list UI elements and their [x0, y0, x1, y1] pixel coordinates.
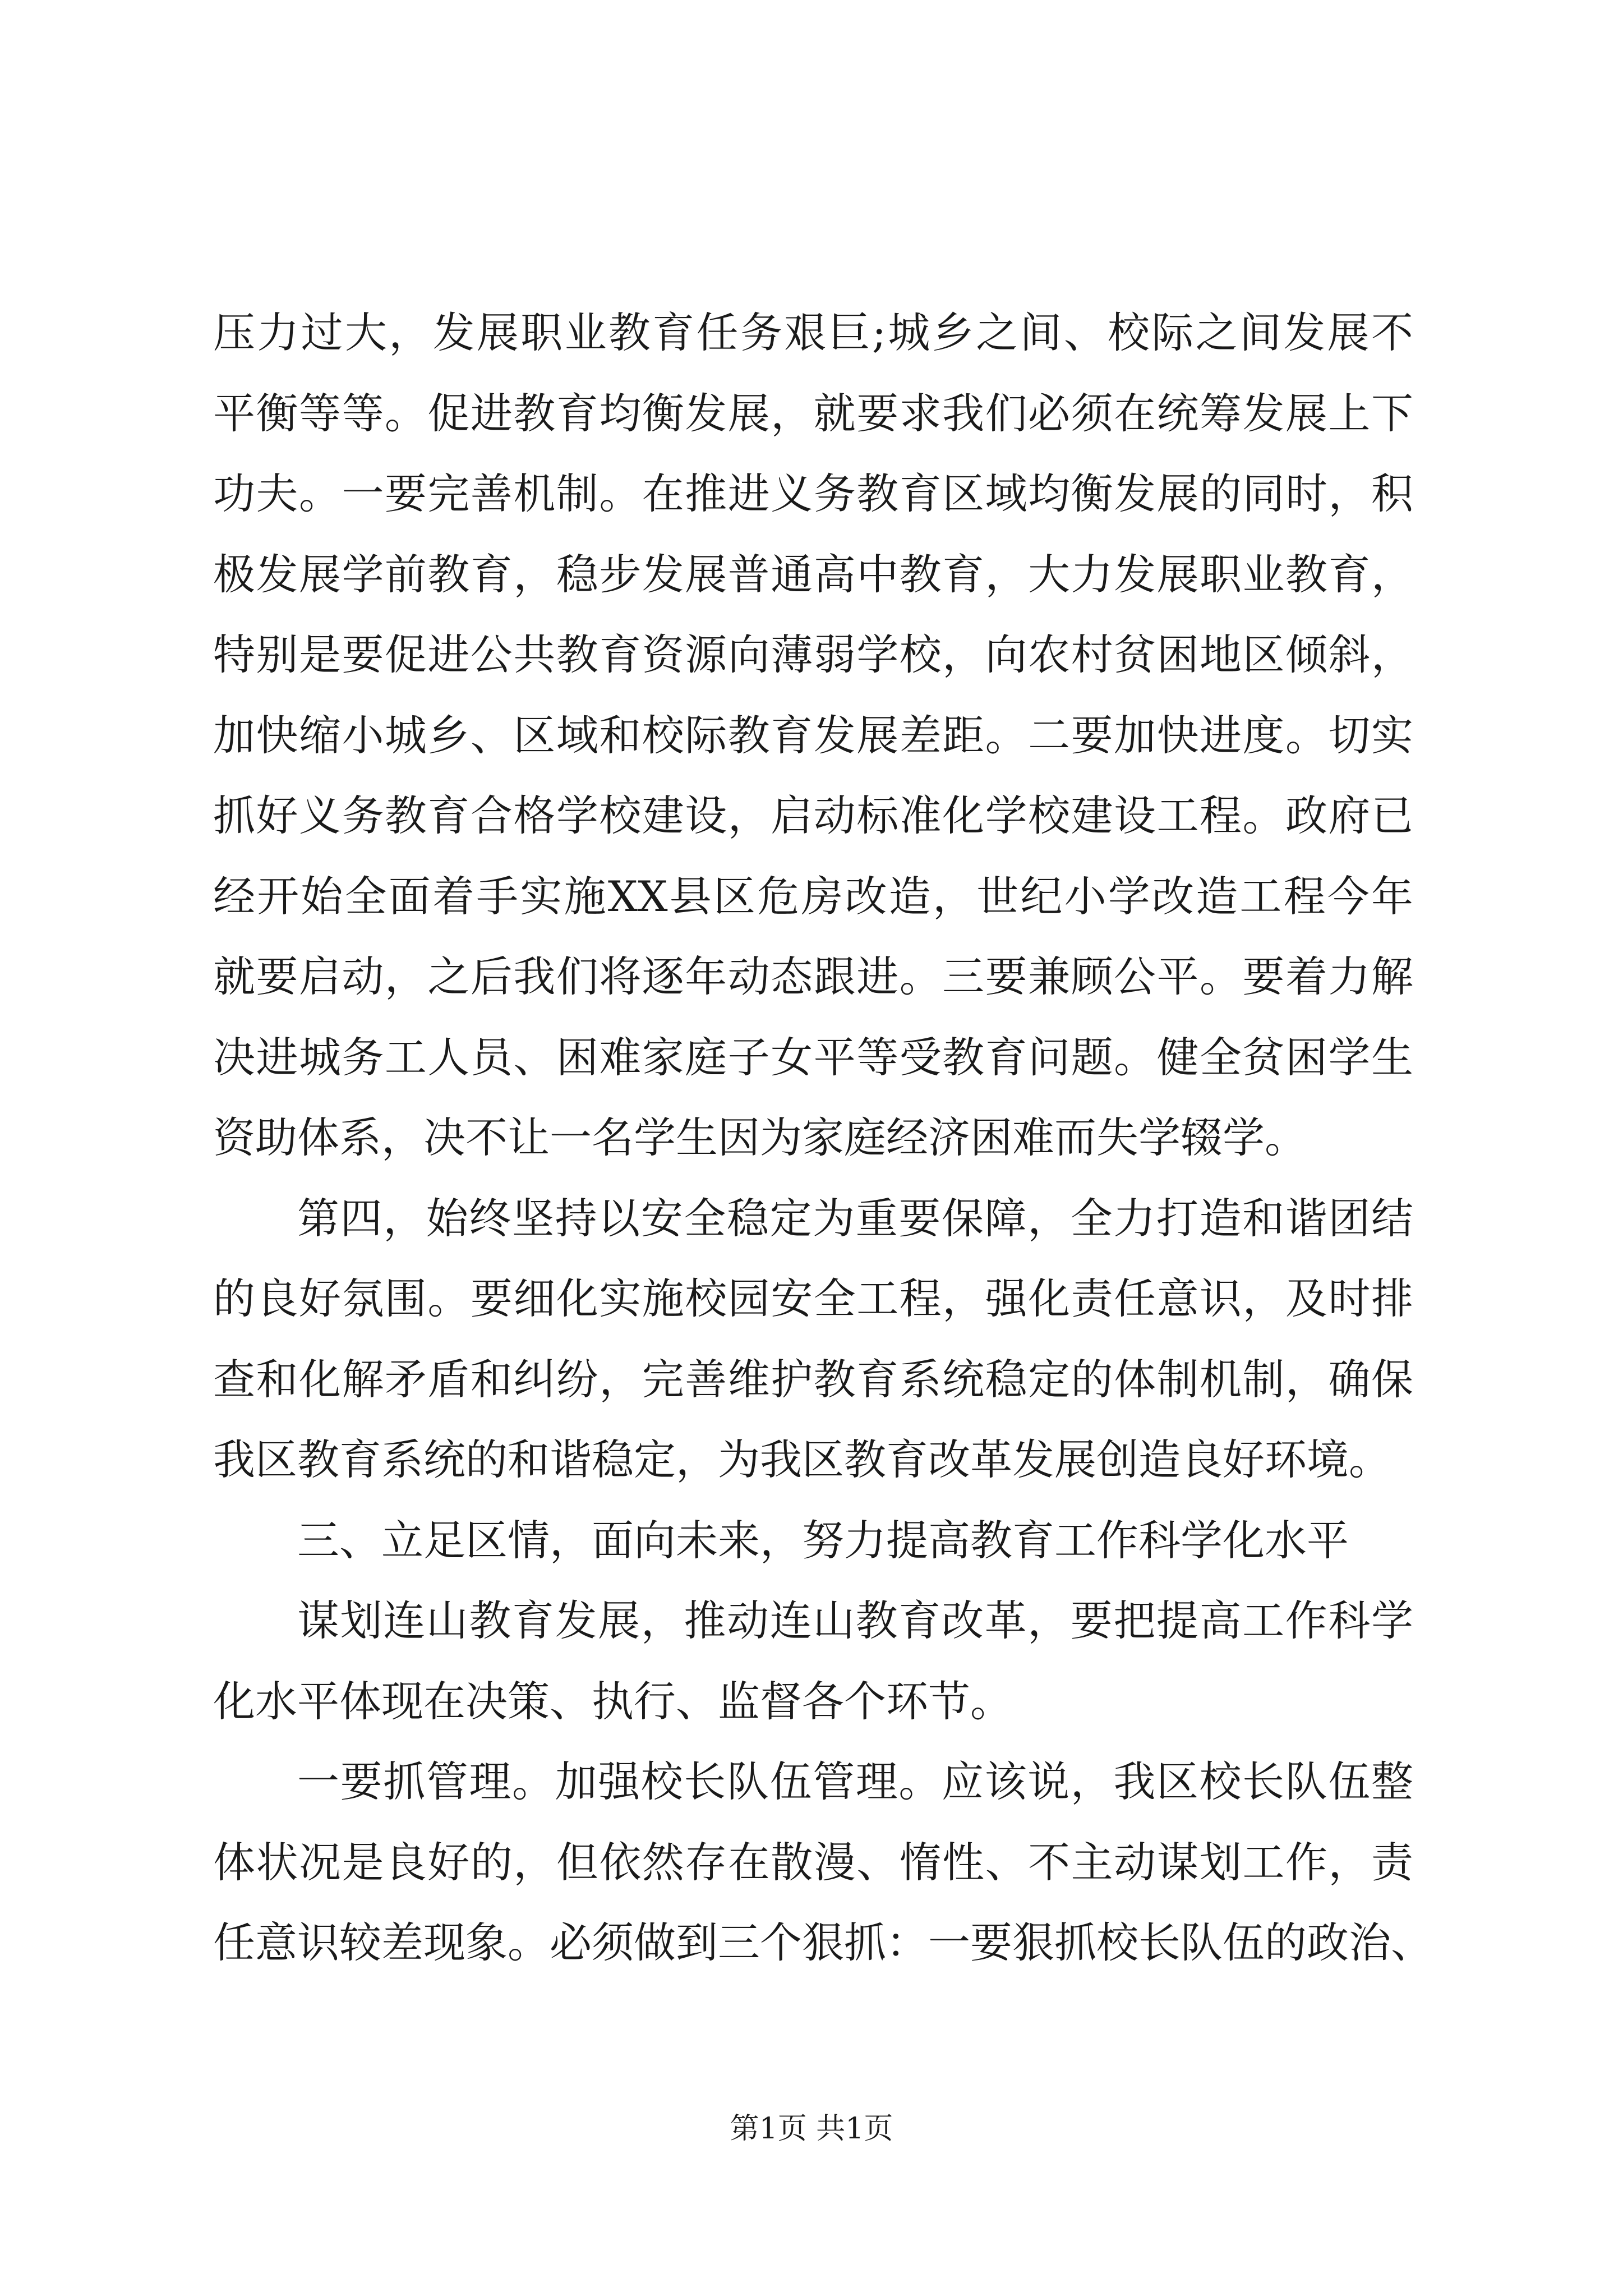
text-line: 三、立足区情，面向未来，努力提高教育工作科学化水平 [297, 1515, 1349, 1565]
document-body [213, 293, 1433, 1984]
text-line: 抓好义务教育合格学校建设，启动标准化学校建设工程。政府已 [213, 791, 1413, 840]
text-line: 化水平体现在决策、执行、监督各个环节。 [213, 1676, 1013, 1726]
text-line: 极发展学前教育，稳步发展普通高中教育，大力发展职业教育， [213, 549, 1413, 599]
text-line: 一要抓管理。加强校长队伍管理。应该说，我区校长队伍整 [297, 1757, 1413, 1806]
text-line: 平衡等等。促进教育均衡发展，就要求我们必须在统筹发展上下 [213, 388, 1413, 438]
text-line: 任意识较差现象。必须做到三个狠抓：一要狠抓校长队伍的政治、 [213, 1918, 1433, 1967]
text-line: 经开始全面着手实施XX县区危房改造，世纪小学改造工程今年 [213, 871, 1413, 921]
text-line: 查和化解矛盾和纠纷，完善维护教育系统稳定的体制机制，确保 [213, 1354, 1413, 1404]
text-line: 第四，始终坚持以安全稳定为重要保障，全力打造和谐团结 [297, 1193, 1413, 1243]
text-line: 就要启动，之后我们将逐年动态跟进。三要兼顾公平。要着力解 [213, 952, 1413, 1001]
text-line: 的良好氛围。要细化实施校园安全工程，强化责任意识，及时排 [213, 1274, 1413, 1323]
text-line: 功夫。一要完善机制。在推进义务教育区域均衡发展的同时，积 [213, 469, 1413, 518]
page-footer: 第1页 共1页 [730, 2112, 893, 2146]
text-line: 决进城务工人员、困难家庭子女平等受教育问题。健全贫困学生 [213, 1032, 1413, 1082]
text-line: 特别是要促进公共教育资源向薄弱学校，向农村贫困地区倾斜， [213, 630, 1413, 679]
text-line: 资助体系，决不让一名学生因为家庭经济困难而失学辍学。 [213, 1113, 1307, 1162]
text-line: 压力过大，发展职业教育任务艰巨;城乡之间、校际之间发展不 [213, 308, 1413, 357]
text-line: 我区教育系统的和谐稳定，为我区教育改革发展创造良好环境。 [213, 1435, 1391, 1484]
text-line: 体状况是良好的，但依然存在散漫、惰性、不主动谋划工作，责 [213, 1837, 1413, 1887]
text-line: 加快缩小城乡、区域和校际教育发展差距。二要加快进度。切实 [213, 710, 1413, 760]
text-line: 谋划连山教育发展，推动连山教育改革，要把提高工作科学 [297, 1596, 1413, 1645]
